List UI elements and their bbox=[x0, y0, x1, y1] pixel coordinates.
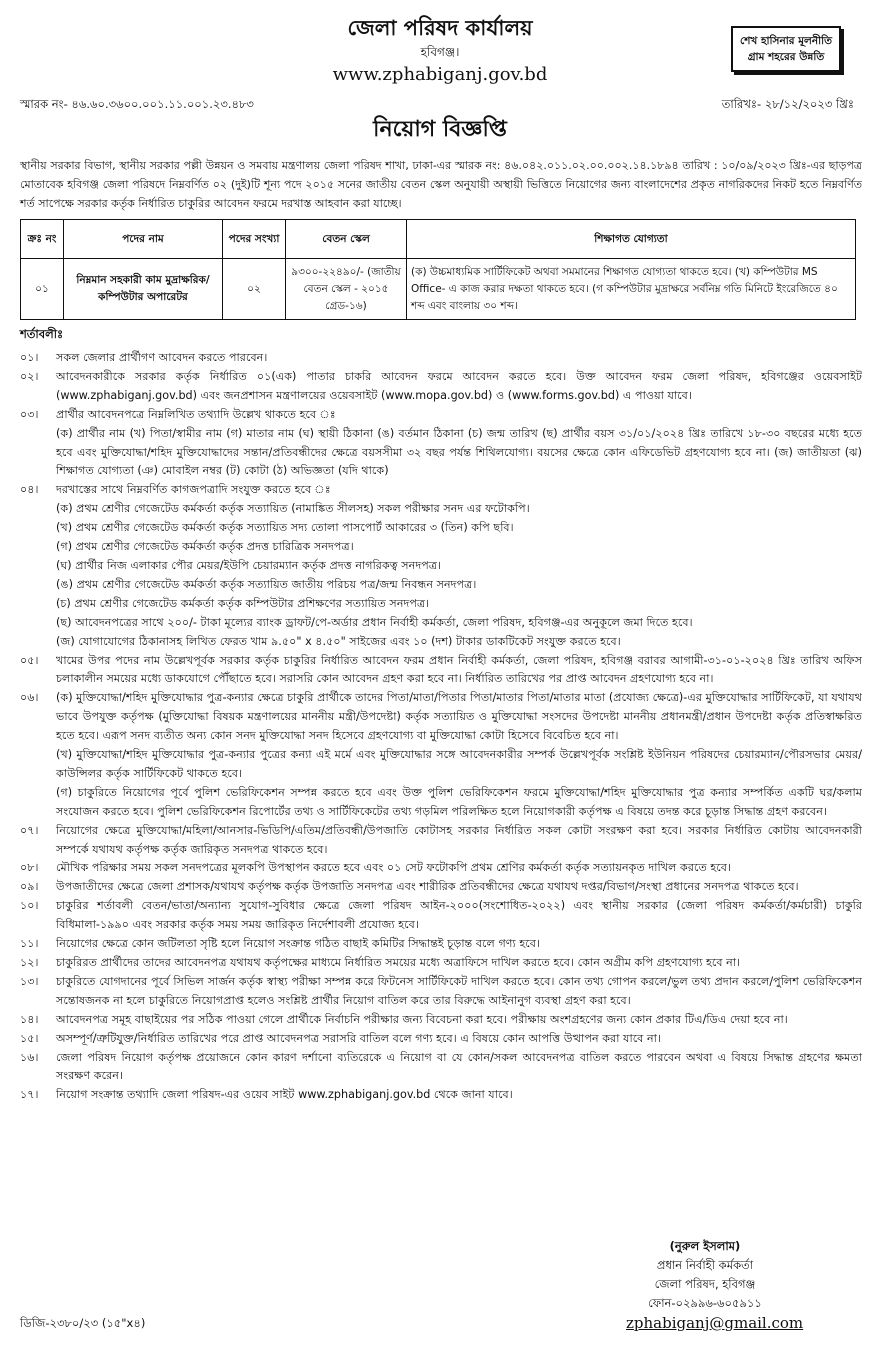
term-line: খামের উপর পদের নাম উল্লেখপূর্বক সরকার কর্তৃক চাকুরির নির্ধারিত আবেদন ফরম প্রধান নির্বাহী কর্মকর্তা, জেলা পরিষদ, হবিগঞ্জ বরাবর আগামী-৩১-০১-২০২৪ খ্রিঃ তারিখ অফিস চলাকালীন সময়ের মধ্যে ডাকযোগে পৌঁছাতে হবে। সরাসরি কোন আবেদন গ্রহণ করা হবে না। নির্ধারিত তারিখের পর প্রাপ্ত আবেদন গ্রহণযোগ্য হবে না। bbox=[56, 653, 862, 686]
motto-box bbox=[731, 26, 841, 72]
term-body bbox=[56, 973, 862, 1011]
col-qualification: শিক্ষাগত যোগ্যতা bbox=[407, 220, 856, 259]
notice-date: তারিখঃ- ২৮/১২/২০২৩ খ্রিঃ bbox=[721, 97, 854, 111]
list-item bbox=[20, 878, 862, 897]
term-line: (চ) প্রথম শ্রেণীর গেজেটেড কর্মকর্তা কর্তৃক কম্পিউটার প্রশিক্ষণের সত্যায়িত সনদপত্র। bbox=[56, 596, 430, 610]
term-line: চাকুরিতে যোগদানের পূর্বে সিভিল সার্জন কর্তৃক স্বাস্থ্য পরীক্ষা সম্পন্ন করে ফিটনেস সার্টিফিকেট দাখিল করতে হবে। কোন তথ্য গোপন করলে/ভুল তথ্য প্রদান করলে/পুলিশ ভেরিফিকেশন সন্তোষজনক না হলে চাকুরিতে নিয়োগপ্রাপ্ত হলেও সংশ্লিষ্ট প্রার্থীর নিয়োগ বাতিল করে তার বিরুদ্ধে আইনানুগ ব্যবস্থা গ্রহণ করা হবে। bbox=[56, 974, 862, 1007]
term-line: (জ) যোগাযোগের ঠিকানাসহ লিখিত ফেরত খাম ৯.৫০" x ৪.৫০" সাইজের এবং ১০ (দশ) টাকার ডাকটিকেট সংযুক্ত করতে হবে। bbox=[56, 634, 621, 648]
term-line: নিয়োগের ক্ষেত্রে কোন জটিলতা সৃষ্টি হলে নিয়োগ সংক্রান্ত গঠিত বাছাই কমিটির সিদ্ধান্তই চূড়ান্ত বলে গণ্য হবে। bbox=[56, 937, 540, 951]
term-body bbox=[56, 349, 862, 368]
contact-email[interactable]: zphabiganj@gmail.com bbox=[626, 1314, 804, 1332]
term-body bbox=[56, 954, 862, 973]
motto-line-2: গ্রাম শহরের উন্নতি bbox=[747, 51, 825, 63]
term-line: চাকুরিরত প্রার্থীদের তাদের আবেদনপত্র যথাযথ কর্তৃপক্ষের মাধ্যমে নির্ধারিত সময়ের মধ্যে অত্রাফিসে দাখিল করতে হবে। কোন অগ্রীম কপি গ্রহণযোগ্য হবে না। bbox=[56, 956, 741, 969]
col-post-name: পদের নাম bbox=[64, 220, 223, 259]
list-item bbox=[20, 822, 862, 860]
footer-code: ডিজি-২৩৮০/২৩ (১৫"x৪) bbox=[20, 1316, 146, 1330]
term-line: (ঙ) প্রথম শ্রেণীর গেজেটেড কর্মকর্তা কর্তৃক সত্যায়িত জাতীয় পরিচয় পত্র/জন্ম নিবন্ধন সনদপত্র। bbox=[56, 577, 477, 591]
term-number: ০৫। bbox=[20, 653, 39, 667]
term-number: ০৪। bbox=[20, 483, 39, 497]
term-number: ১৬। bbox=[20, 1050, 39, 1064]
term-number: ১৭। bbox=[20, 1088, 39, 1102]
cell-scale: ৯৩০০-২২৪৯০/- (জাতীয় বেতন স্কেল - ২০১৫ গ্রেড-১৬) bbox=[286, 259, 407, 320]
list-item bbox=[20, 897, 862, 935]
term-number: ০২। bbox=[20, 369, 39, 383]
term-line: (ছ) আবেদনপত্রের সাথে ২০০/- টাকা মূল্যের ব্যাংক ড্রাফট/পে-অর্ডার প্রধান নির্বাহী কর্মকর্তা, জেলা পরিষদ, হবিগঞ্জ-এর অনুকূলে জমা দিতে হবে। bbox=[56, 615, 693, 629]
signatory-designation: প্রধান নির্বাহী কর্মকর্তা bbox=[656, 1258, 754, 1272]
memo-number: স্মারক নং- ৪৬.৬০.৩৬০০.০০১.১১.০০১.২৩.৪৮৩ bbox=[20, 97, 254, 111]
term-line: (গ) চাকুরিতে নিয়োগের পূর্বে পুলিশ ভেরিফিকেশন সম্পন্ন করতে হবে এবং উক্ত পুলিশ ভেরিফিকেশন ফরমে মুক্তিযোদ্ধা/শহিদ মুক্তিযোদ্ধার পুত্র কন্যার সম্পর্কিত একটি ঘর/কলাম সংযোজন করতে হবে। পুলিশ ভেরিফিকেশন রিপোর্টের তথ্য ও সার্টিফিকেটের তথ্য গড়মিল পরিলক্ষিত হলে নিয়োগকারী কর্তৃপক্ষ এ বিষয়ে তদন্ত করে চূড়ান্ত সিদ্ধান্ত গ্রহণ করবেন। bbox=[56, 785, 862, 818]
term-line: অসম্পূর্ণ/ত্রুটিযুক্ত/নির্ধারিত তারিখের পরে প্রাপ্ত আবেদনপত্র সরাসরি বাতিল বলে গণ্য হবে। এ বিষয়ে কোন আপত্তি উত্থাপন করা যাবে না। bbox=[56, 1031, 661, 1045]
term-number: ১১। bbox=[20, 937, 39, 951]
term-number: ০৬। bbox=[20, 691, 39, 705]
term-number: ০৩। bbox=[20, 407, 39, 421]
term-line: চাকুরির শর্তাবলী বেতন/ভাতা/অন্যান্য সুযোগ-সুবিধার ক্ষেত্রে জেলা পরিষদ আইন-২০০০(সংশোধিত-২০২২) এবং স্থানীয় সরকার (জেলা পরিষদ কর্মকর্তা/কর্মচারী) চাকুরি বিধিমালা-১৯৯০ এবং সরকার কর্তৃক সময় সময় জারিকৃত নির্দেশাবলী প্রযোজ্য হবে। bbox=[56, 899, 862, 932]
term-body bbox=[56, 935, 862, 954]
table-row bbox=[21, 259, 856, 320]
term-number: ০৮। bbox=[20, 861, 39, 875]
list-item bbox=[20, 1049, 862, 1087]
term-line: (খ) মুক্তিযোদ্ধা/শহিদ মুক্তিযোদ্ধার পুত্র-কন্যার পুত্রের কন্যা এই মর্মে এবং মুক্তিযোদ্ধার সঙ্গে আবেদনকারীর সম্পর্ক উল্লেখপূর্বক সংশ্লিষ্ট ইউনিয়ন পরিষদের চেয়ারম্যান/পৌরসভার মেয়র/ কাউন্সিলর কর্তৃক সার্টিফিকেট থাকতে হবে। bbox=[56, 748, 862, 780]
list-item bbox=[20, 368, 862, 406]
term-number: ১৩। bbox=[20, 974, 39, 988]
cell-count: ০২ bbox=[223, 259, 286, 320]
term-line: জেলা পরিষদ নিয়োগ কর্তৃপক্ষ প্রয়োজনে কোন কারণ দর্শানো ব্যতিরেকে এ নিয়োগ বা যে কোন/সকল আবেদনপত্র বাতিল করতে পারবেন অথবা এ বিষয়ে সিদ্ধান্ত গ্রহণের ক্ষমতা সংরক্ষণ করেন। bbox=[56, 1050, 862, 1083]
term-body bbox=[56, 1011, 862, 1030]
signatory-office: জেলা পরিষদ, হবিগঞ্জ bbox=[654, 1277, 756, 1291]
cell-serial: ০১ bbox=[21, 259, 64, 320]
term-line: (ক) মুক্তিযোদ্ধা/শহিদ মুক্তিযোদ্ধার পুত্র-কন্যার ক্ষেত্রে চাকুরি প্রার্থীকে তাদের পিতা/মাতা/পিতার পিতা/মাতার পিতা/মাতার মাতা (প্রযোজ্য ক্ষেত্রে)-এর মুক্তিযোদ্ধার সার্টিফিকেট, যা যথাযথ ভাবে উপযুক্ত কর্তৃপক্ষ (মুক্তিযোদ্ধা বিষয়ক মন্ত্রণালয়ের মাননীয় মন্ত্রী/উপদেষ্টা) কর্তৃক সত্যায়িত ও মুক্তিযোদ্ধা সংসদের উপদেষ্টা মাননীয় প্রধানমন্ত্রী/প্রধান উপদেষ্টা কর্তৃক প্রতিস্বাক্ষরিত হতে হবে। এরূপ সনদ ব্যতীত অন্য কোন সনদ মুক্তিযোদ্ধা সনদ হিসেবে গ্রহণযোগ্য বা মুক্তিযোদ্ধা কোটা হিসেবে বিবেচিত হবে না। bbox=[56, 691, 862, 743]
term-number: ০১। bbox=[20, 351, 39, 364]
website-url: www.zphabiganj.gov.bd bbox=[332, 64, 548, 85]
office-name: জেলা পরিষদ কার্যালয় bbox=[347, 16, 533, 40]
signatory-phone: ফোন-০২৯৯৬-৬০৫৯১১ bbox=[648, 1296, 762, 1310]
term-line: নিয়োগের ক্ষেত্রে মুক্তিযোদ্ধা/মহিলা/আনসার-ভিডিপি/এতিম/প্রতিবন্ধী/উপজাতি কোটাসহ সরকার নির্ধারিত সকল কোটা সংরক্ষণ করা হবে। সরকার নির্ধারিত কোটায় আবেদনকারী সম্পর্কে যথাযথ কর্তৃপক্ষ কর্তৃক জারিকৃত সনদপত্র থাকতে হবে। bbox=[56, 823, 862, 856]
list-item bbox=[20, 1030, 862, 1049]
list-item bbox=[20, 1086, 862, 1105]
term-line: দরখাস্তের সাথে নিম্নবর্ণিত কাগজপত্রাদি সংযুক্ত করতে হবে ঃ bbox=[56, 483, 331, 497]
posts-table bbox=[20, 219, 856, 320]
list-item bbox=[20, 973, 862, 1011]
list-item bbox=[20, 652, 862, 690]
term-line: (ক) প্রথম শ্রেণীর গেজেটেড কর্মকর্তা কর্তৃক সত্যায়িত (নামাঙ্কিত সীলসহ) সকল পরীক্ষার সনদ এর ফটোকপি। bbox=[56, 502, 530, 516]
term-number: ০৯। bbox=[20, 880, 39, 894]
list-item bbox=[20, 689, 862, 821]
term-line: সকল জেলার প্রার্থীগণ আবেদন করতে পারবেন। bbox=[56, 351, 268, 364]
term-body bbox=[56, 481, 862, 651]
term-number: ১৫। bbox=[20, 1031, 39, 1045]
list-item bbox=[20, 935, 862, 954]
term-number: ১৪। bbox=[20, 1012, 39, 1026]
term-line: (খ) প্রথম শ্রেণীর গেজেটেড কর্মকর্তা কর্তৃক সত্যায়িত সদ্য তোলা পাসপোর্ট আকারের ৩ (তিন) কপি ছবি। bbox=[56, 521, 514, 535]
table-header-row bbox=[21, 220, 856, 259]
signatory-name: (নুরুল ইসলাম) bbox=[669, 1239, 741, 1253]
terms-title: শর্তাবলীঃ bbox=[20, 327, 64, 341]
col-count: পদের সংখ্যা bbox=[223, 220, 286, 259]
term-body bbox=[56, 689, 862, 821]
term-number: ১০। bbox=[20, 899, 39, 913]
terms-list bbox=[20, 349, 862, 1105]
term-line: (ঘ) প্রার্থীর নিজ এলাকার পৌর মেয়র/ইউপি চেয়ারম্যান কর্তৃক প্রদত্ত নাগরিকত্ব সনদপত্র। bbox=[56, 558, 442, 572]
intro-paragraph: স্থানীয় সরকার বিভাগ, স্থানীয় সরকার পল্লী উন্নয়ন ও সমবায় মন্ত্রণালয় জেলা পরিষদ শাখা, ঢাকা-এর স্মারক নং: ৪৬.০৪২.০১১.০২.০০.০০২.১৪.১৮৯৪ তারিখ : ১০/০৯/২০২৩ খ্রিঃ-এর ছাড়পত্র মোতাবেক হবিগঞ্জ জেলা পরিষদে নিম্নবর্ণিত ০২ (দুই)টি শূন্য পদে ২০১৫ সনের জাতীয় বেতন স্কেল অনুযায়ী অস্থায়ী ভিত্তিতে নিয়োগের জন্য বাংলাদেশের প্রকৃত নাগরিকদের নিকট হতে নিম্নবর্ণিত শর্ত সাপেক্ষে সরকার কর্তৃক নির্ধারিত চাকুরির আবেদন ফরমে দরখাস্ত আহবান করা যাচ্ছে। bbox=[20, 159, 862, 210]
term-line: নিয়োগ সংক্রান্ত তথ্যাদি জেলা পরিষদ-এর ওয়েব সাইট www.zphabiganj.gov.bd থেকে জানা যাবে। bbox=[56, 1088, 513, 1102]
term-line: (গ) প্রথম শ্রেণীর গেজেটেড কর্মকর্তা কর্তৃক প্রদত্ত চারিত্রিক সনদপত্র। bbox=[56, 540, 354, 554]
term-body bbox=[56, 1086, 862, 1105]
signature-block bbox=[600, 1237, 810, 1313]
term-number: ১২। bbox=[20, 956, 39, 969]
term-line: মৌখিক পরিক্ষার সময় সকল সনদপত্রের মূলকপি উপস্থাপন করতে হবে এবং ০১ সেট ফটোকপি প্রথম শ্রেণির কর্মকর্তা কর্তৃক সত্যায়নকৃত দাখিল করতে হবে। bbox=[56, 861, 732, 875]
term-line: (ক) প্রার্থীর নাম (খ) পিতা/স্বামীর নাম (গ) মাতার নাম (ঘ) স্থায়ী ঠিকানা (ঙ) বর্তমান ঠিকানা (চ) জন্ম তারিখ (ছ) প্রার্থীর বয়স ৩১/০১/২০২৪ খ্রিঃ তারিখে ১৮-৩০ বছরের মধ্যে হতে হবে এবং মুক্তিযোদ্ধা/শহিদ মুক্তিযোদ্ধাদের সন্তান/প্রতিবন্ধীদের ক্ষেত্রে বয়সসীমা ৩২ বছর পর্যন্ত শিথিলযোগ্য। বয়সের ক্ষেত্রে কোন এফিডেভিট গ্রহণযোগ্য হবে না। (জ) জাতীয়তা (ঝ) শিক্ষাগত যোগ্যতা (ঞ) মোবাইল নম্বর (ট) কোটা (ঠ) অভিজ্ঞতা (যদি থাকে) bbox=[56, 426, 862, 478]
list-item bbox=[20, 1011, 862, 1030]
term-body bbox=[56, 822, 862, 860]
cell-post-name: নিম্নমান সহকারী কাম মুদ্রাক্ষরিক/ কম্পিউটার অপারেটর bbox=[64, 259, 223, 320]
list-item bbox=[20, 859, 862, 878]
list-item bbox=[20, 406, 862, 482]
district-name: হবিগঞ্জ। bbox=[420, 45, 460, 59]
term-body bbox=[56, 1030, 862, 1049]
term-body bbox=[56, 652, 862, 690]
term-line: আবেদনকারীকে সরকার কর্তৃক নির্ধারিত ০১(এক) পাতার চাকরি আবেদন ফরমে আবেদন করতে হবে। উক্ত আবেদন ফরম জেলা পরিষদ, হবিগঞ্জের ওয়েবসাইট (www.zphabiganj.gov.bd) এবং জনপ্রশাসন মন্ত্রণালয়ের ওয়েবসাইট (www.mopa.gov.bd) ও (www.forms.gov.bd) এ পাওয়া যাবে। bbox=[56, 369, 862, 402]
term-body bbox=[56, 368, 862, 406]
term-body bbox=[56, 897, 862, 935]
term-line: উপজাতীদের ক্ষেত্রে জেলা প্রশাসক/যথাযথ কর্তৃপক্ষ কর্তৃক উপজাতি সনদপত্র এবং শারীরিক প্রতিবন্ধীদের ক্ষেত্রে যথাযথ দপ্তর/বিভাগ/সংস্থা প্রধানের সনদপত্র থাকতে হবে। bbox=[56, 880, 799, 894]
list-item bbox=[20, 954, 862, 973]
term-body bbox=[56, 406, 862, 482]
term-body bbox=[56, 878, 862, 897]
term-number: ০৭। bbox=[20, 823, 39, 837]
col-scale: বেতন স্কেল bbox=[286, 220, 407, 259]
term-body bbox=[56, 859, 862, 878]
list-item bbox=[20, 349, 862, 368]
term-line: প্রার্থীর আবেদনপত্রে নিম্নলিখিত তথ্যাদি উল্লেখ থাকতে হবে ঃ bbox=[56, 407, 336, 421]
motto-line-1: শেখ হাসিনার মূলনীতি bbox=[739, 35, 833, 47]
notice-title: নিয়োগ বিজ্ঞপ্তি bbox=[373, 117, 507, 142]
list-item bbox=[20, 481, 862, 651]
term-line: আবেদনপত্র সমূহ বাছাইয়ের পর সঠিক পাওয়া গেলে প্রার্থীকে নির্বাচনি পরীক্ষার জন্য বিবেচনা করা হবে। পরীক্ষায় অংশগ্রহণের জন্য কোন প্রকার টিএ/ডিএ দেয়া হবে না। bbox=[56, 1012, 788, 1026]
col-serial: ক্রঃ নং bbox=[21, 220, 64, 259]
cell-qualification: (ক) উচ্চমাধ্যমিক সার্টিফিকেট অথবা সমমানের শিক্ষাগত যোগ্যতা থাকতে হবে। (খ) কম্পিউটার MS Office- এ কাজ করার দক্ষতা থাকতে হবে। (গ কম্পিউটার মুদ্রাক্ষরে সর্বনিম্ন গতি মিনিটে ইংরেজিতে ৪০ শব্দ এবং বাংলায় ৩০ শব্দ। bbox=[407, 259, 856, 320]
term-body bbox=[56, 1049, 862, 1087]
